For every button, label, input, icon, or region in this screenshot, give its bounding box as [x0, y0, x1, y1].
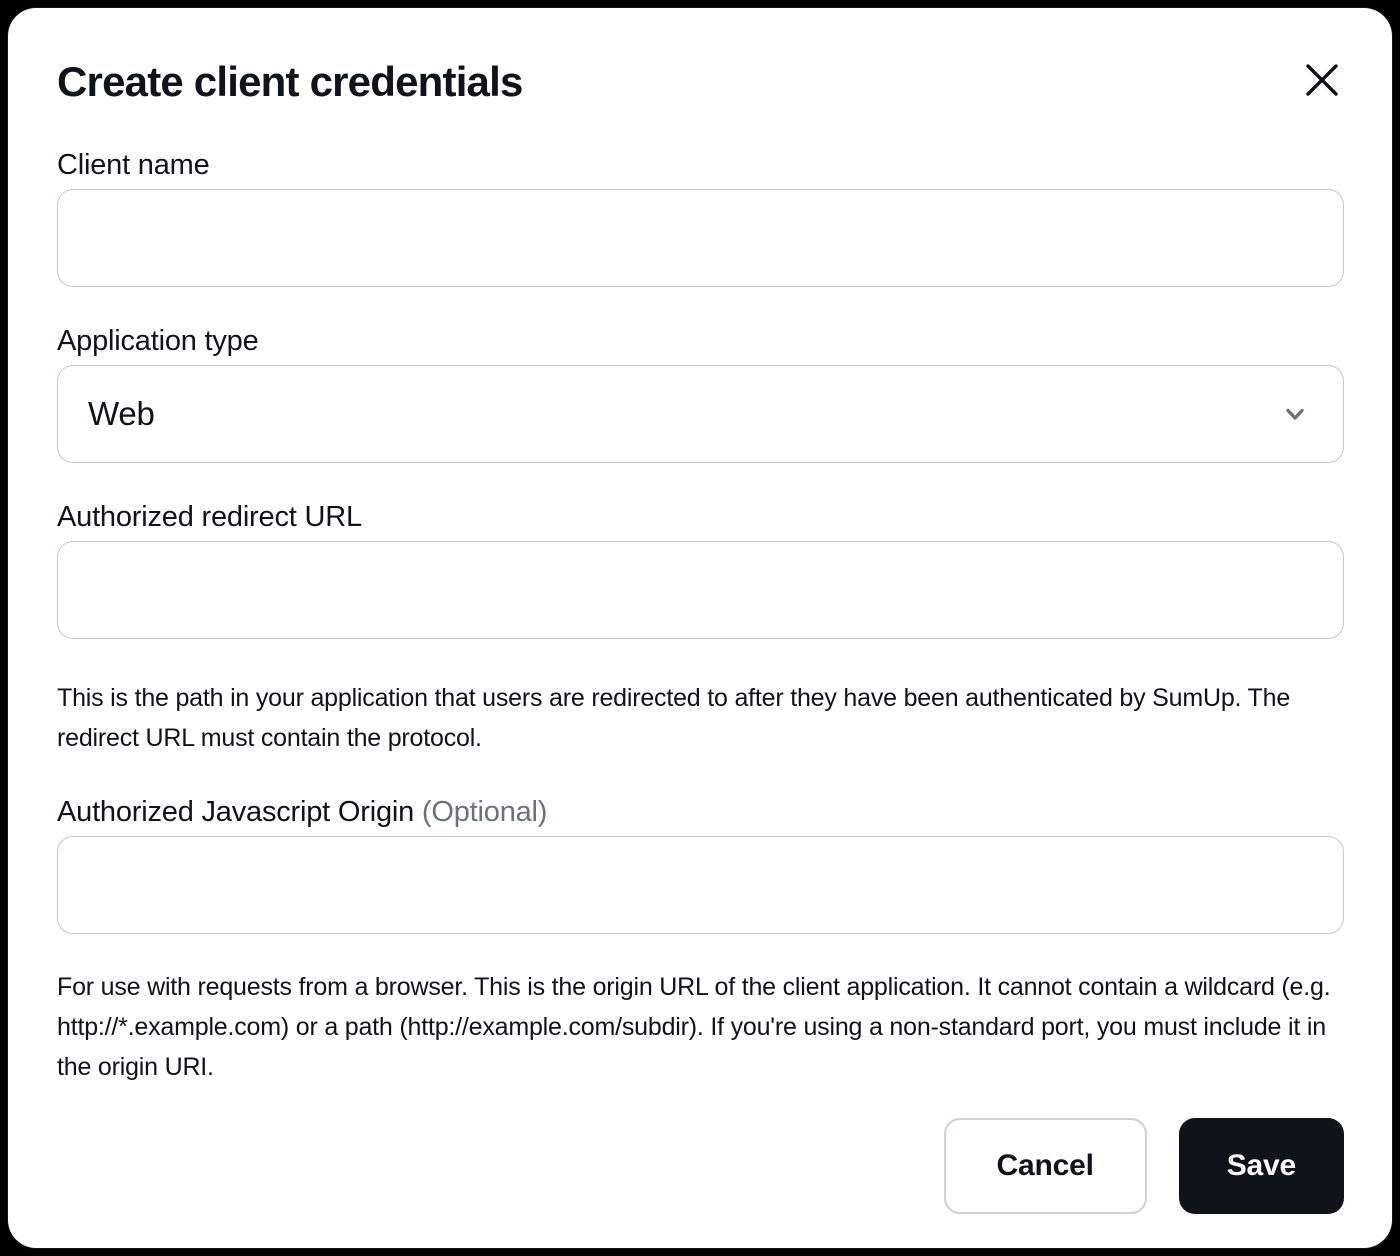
cancel-button[interactable]: Cancel — [944, 1118, 1147, 1214]
js-origin-group — [57, 795, 1344, 934]
client-name-label: Client name — [57, 149, 210, 181]
application-type-label: Application type — [57, 325, 259, 357]
js-origin-label-text: Authorized Javascript Origin — [57, 796, 415, 828]
create-client-credentials-dialog — [8, 8, 1392, 1248]
js-origin-optional-suffix: (Optional) — [421, 796, 548, 828]
redirect-url-label: Authorized redirect URL — [57, 501, 362, 533]
dialog-title: Create client credentials — [57, 58, 523, 105]
close-button[interactable] — [1302, 60, 1342, 100]
js-origin-help-text: For use with requests from a browser. This is the origin URL of the client application. It cannot contain a wildcard (e.g. http://*.example.com) or a path (http://example.com/subdir). If you're using a non-standard port, you must include it in the origin URI. — [57, 973, 1331, 1081]
client-name-group — [57, 148, 1344, 287]
chevron-down-icon — [1281, 400, 1309, 428]
application-type-group — [57, 324, 1344, 463]
application-type-select[interactable] — [57, 365, 1344, 463]
redirect-url-input[interactable] — [57, 541, 1344, 639]
redirect-url-help-text: This is the path in your application that users are redirected to after they have been authenticated by SumUp. The redirect URL must contain the protocol. — [57, 684, 1291, 752]
x-icon — [1304, 62, 1340, 98]
application-type-selected-value: Web — [88, 395, 155, 432]
js-origin-input[interactable] — [57, 836, 1344, 934]
dialog-actions — [57, 1118, 1344, 1214]
redirect-url-group — [57, 500, 1344, 639]
client-name-input[interactable] — [57, 189, 1344, 287]
save-button[interactable]: Save — [1179, 1118, 1344, 1214]
js-origin-label — [57, 795, 1344, 829]
dialog-header — [57, 54, 1344, 110]
